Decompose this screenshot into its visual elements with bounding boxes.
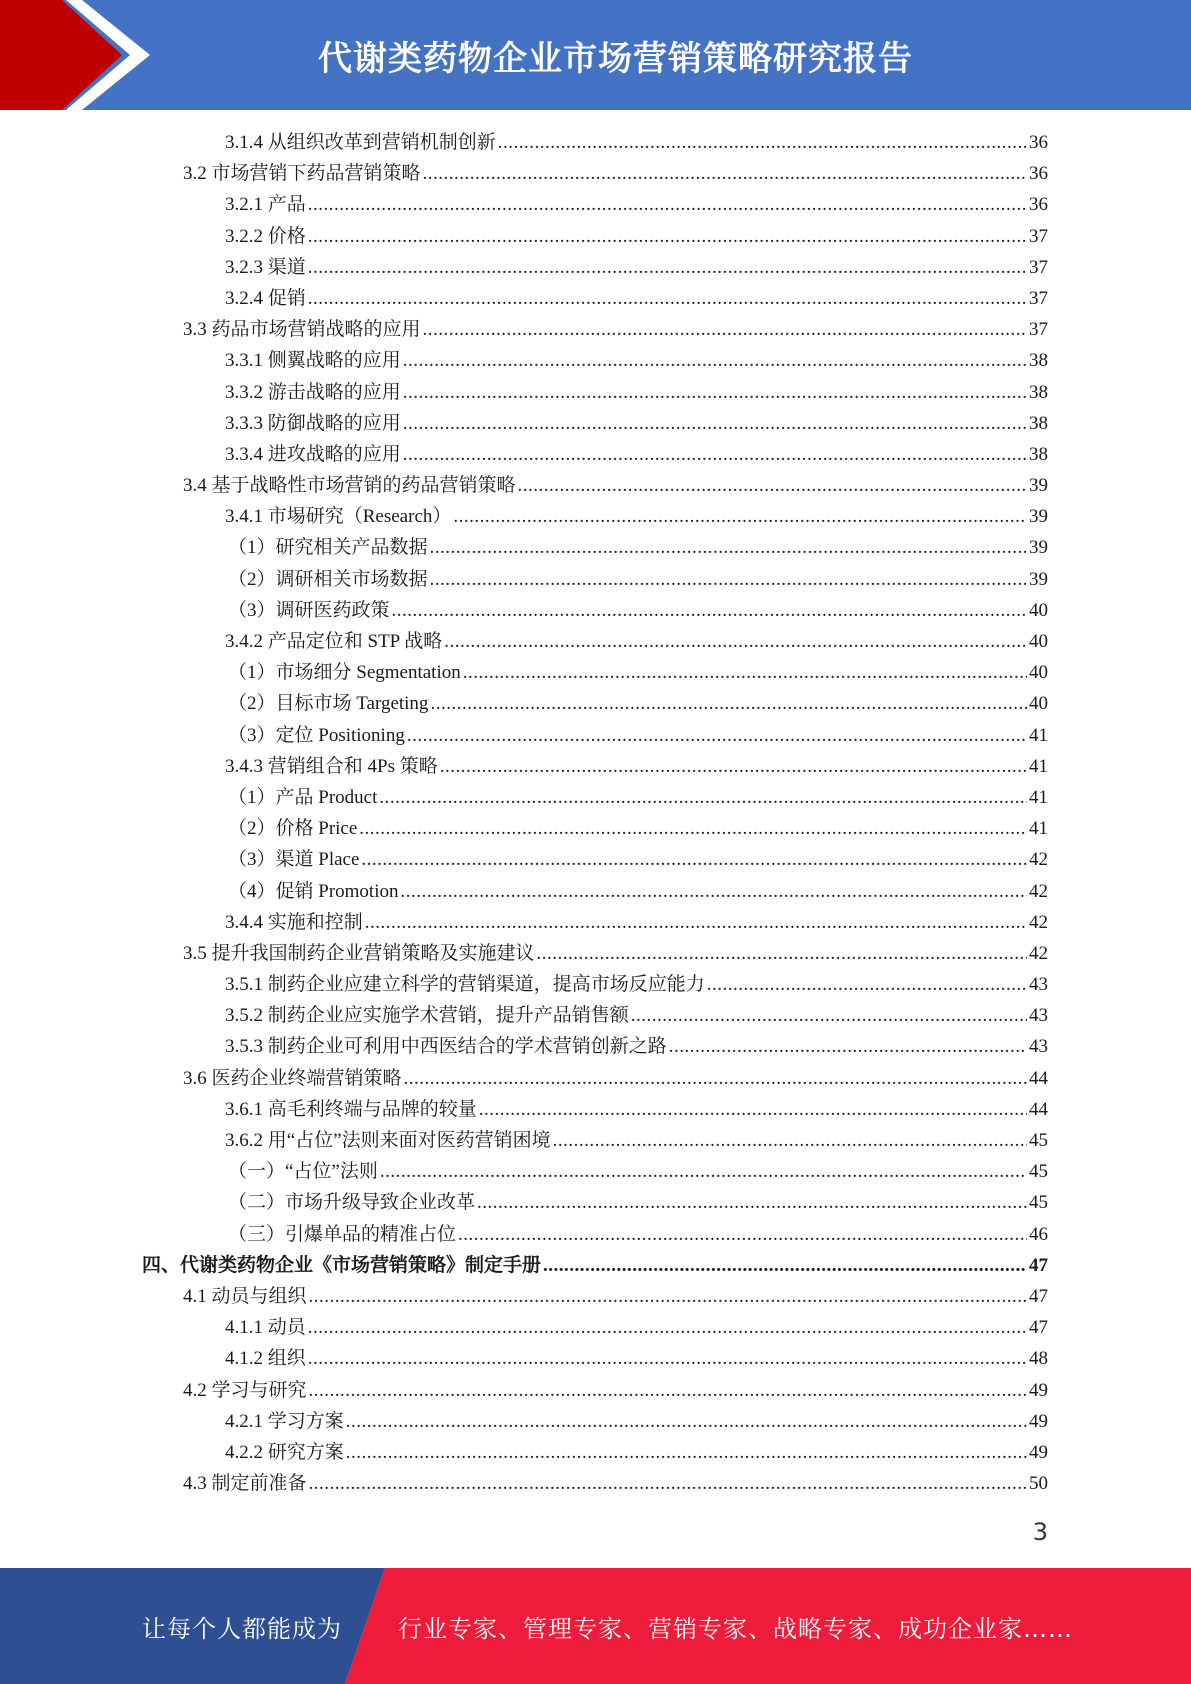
toc-entry-label: 3.4.2 产品定位和 STP 战略 (225, 631, 443, 652)
toc-entry-label: 3.1.4 从组织改革到营销机制创新 (225, 132, 496, 153)
toc-entry-label: 3.5.2 制药企业应实施学术营销，提升产品销售额 (225, 1005, 629, 1027)
toc-entry[interactable] (0, 813, 1191, 844)
toc-entry-page: 49 (1029, 1410, 1048, 1432)
toc-entry-page: 45 (1029, 1192, 1048, 1214)
toc-dot-leader (309, 1468, 1027, 1499)
toc-dot-leader (440, 751, 1027, 782)
toc-entry[interactable] (0, 1125, 1191, 1156)
toc-entry[interactable] (0, 252, 1191, 283)
toc-entry-label: 3.6.1 高毛利终端与品牌的较量 (225, 1098, 477, 1120)
toc-entry-label: （2）价格 Price (228, 818, 358, 840)
toc-entry-page: 36 (1029, 163, 1048, 185)
toc-entry-label: 3.6 医药企业终端营销策略 (183, 1067, 402, 1089)
toc-entry-page: 44 (1029, 1098, 1048, 1120)
toc-entry[interactable] (0, 189, 1191, 220)
toc-entry[interactable] (0, 127, 1191, 158)
page-number: 3 (1032, 1518, 1048, 1546)
toc-entry-label: 4.2.1 学习方案 (225, 1410, 344, 1432)
toc-entry-label: 3.4 基于战略性市场营销的药品营销策略 (183, 475, 516, 497)
toc-entry-label: （三）引爆单品的精准占位 (228, 1223, 457, 1245)
toc-entry-page: 44 (1029, 1067, 1048, 1089)
toc-entry-page: 37 (1029, 319, 1048, 341)
toc-dot-leader (430, 688, 1027, 719)
toc-entry-page: 41 (1029, 724, 1048, 746)
toc-entry-label: 3.2.4 促销 (225, 287, 306, 309)
toc-entry-label: 4.2 学习与研究 (183, 1379, 307, 1401)
toc-dot-leader (392, 595, 1027, 626)
toc-entry[interactable] (0, 1312, 1191, 1343)
toc-entry-page: 40 (1029, 599, 1048, 621)
toc-entry-page: 41 (1029, 755, 1048, 777)
toc-entry[interactable] (0, 1468, 1191, 1499)
toc-dot-leader (403, 439, 1027, 470)
toc-entry-page: 39 (1029, 537, 1048, 559)
toc-dot-leader (453, 501, 1027, 532)
toc-entry-label: （1）市场细分 Segmentation (228, 662, 461, 684)
toc-entry-page: 47 (1029, 1254, 1048, 1276)
toc-entry[interactable] (0, 501, 1191, 532)
toc-dot-leader (308, 1312, 1027, 1343)
toc-dot-leader (380, 1156, 1027, 1187)
toc-entry[interactable] (0, 938, 1191, 969)
toc-entry-label: （3）调研医药政策 (228, 599, 390, 621)
toc-entry[interactable] (0, 595, 1191, 626)
toc-entry-page: 36 (1029, 194, 1048, 216)
toc-entry-page: 40 (1029, 662, 1048, 684)
toc-entry[interactable] (0, 1156, 1191, 1187)
toc-entry-label: 4.2.2 研究方案 (225, 1441, 344, 1463)
toc-dot-leader (458, 1219, 1027, 1250)
toc-entry-label: 4.1 动员与组织 (183, 1285, 307, 1307)
toc-entry-page: 38 (1029, 350, 1048, 372)
toc-dot-leader (404, 1063, 1027, 1094)
toc-dot-leader (631, 1000, 1027, 1031)
toc-entry-page: 42 (1029, 911, 1048, 933)
toc-entry[interactable] (0, 688, 1191, 719)
toc-entry-label: （2）调研相关市场数据 (228, 568, 428, 590)
toc-entry-label: （2）目标市场 Targeting (228, 693, 429, 715)
toc-dot-leader (430, 564, 1027, 595)
toc-entry-label: （3）定位 Positioning (228, 724, 405, 746)
toc-entry-label: 3.3.4 进攻战略的应用 (225, 443, 401, 465)
footer-slogan-right: 行业专家、管理专家、营销专家、战略专家、成功企业家…… (398, 1614, 1073, 1643)
toc-entry-page: 50 (1029, 1473, 1048, 1495)
toc-entry[interactable] (0, 439, 1191, 470)
toc-entry-page: 42 (1029, 880, 1048, 902)
toc-entry-label: （1）研究相关产品数据 (228, 537, 428, 559)
toc-dot-leader (553, 1125, 1027, 1156)
toc-entry-page: 47 (1029, 1285, 1048, 1307)
toc-entry-label: 4.1.1 动员 (225, 1317, 306, 1339)
toc-entry-label: （3）渠道 Place (228, 849, 360, 871)
toc-entry[interactable] (0, 314, 1191, 345)
toc-dot-leader (309, 1281, 1027, 1312)
page-header (0, 0, 1191, 110)
toc-dot-leader (403, 408, 1027, 439)
toc-dot-leader (669, 1031, 1027, 1062)
toc-entry[interactable] (0, 782, 1191, 813)
toc-entry-page: 39 (1029, 475, 1048, 497)
toc-entry-label: 3.2.2 价格 (225, 225, 306, 247)
toc-entry-page: 48 (1029, 1348, 1048, 1370)
report-title: 代谢类药物企业市场营销策略研究报告 (318, 38, 913, 79)
toc-dot-leader (407, 720, 1027, 751)
toc-entry-label: （1）产品 Product (228, 786, 378, 808)
toc-entry[interactable] (0, 1219, 1191, 1250)
toc-entry[interactable] (0, 1250, 1191, 1281)
toc-entry-label: 3.3 药品市场营销战略的应用 (183, 319, 421, 341)
toc-dot-leader (403, 345, 1027, 376)
page-footer (0, 1568, 1191, 1684)
toc-entry-label: 3.3.1 侧翼战略的应用 (225, 350, 401, 372)
toc-entry-label: （二）市场升级导致企业改革 (228, 1192, 476, 1214)
toc-entry[interactable] (0, 158, 1191, 189)
toc-entry-page: 42 (1029, 942, 1048, 964)
toc-entry-page: 38 (1029, 381, 1048, 403)
toc-entry[interactable] (0, 1187, 1191, 1218)
toc-dot-leader (308, 283, 1027, 314)
toc-entry[interactable] (0, 907, 1191, 938)
toc-entry-page: 38 (1029, 412, 1048, 434)
toc-entry-page: 49 (1029, 1379, 1048, 1401)
toc-entry[interactable] (0, 657, 1191, 688)
toc-entry-page: 36 (1029, 132, 1048, 153)
toc-dot-leader (518, 470, 1027, 501)
toc-dot-leader (365, 907, 1027, 938)
toc-entry-page: 43 (1029, 1005, 1048, 1027)
toc-entry-page: 38 (1029, 443, 1048, 465)
toc-entry[interactable] (0, 1437, 1191, 1468)
toc-dot-leader (423, 158, 1027, 189)
toc-dot-leader (308, 221, 1027, 252)
toc-entry-label: 4.3 制定前准备 (183, 1473, 307, 1495)
toc-dot-leader (361, 844, 1027, 875)
toc-dot-leader (444, 626, 1027, 657)
toc-entry[interactable] (0, 844, 1191, 875)
toc-entry[interactable] (0, 408, 1191, 439)
toc-entry-page: 46 (1029, 1223, 1048, 1245)
toc-dot-leader (346, 1406, 1027, 1437)
toc-dot-leader (308, 252, 1027, 283)
toc-dot-leader (537, 938, 1027, 969)
toc-entry[interactable] (0, 876, 1191, 907)
toc-dot-leader (430, 532, 1027, 563)
toc-entry-page: 49 (1029, 1441, 1048, 1463)
toc-dot-leader (379, 782, 1027, 813)
toc-entry[interactable] (0, 283, 1191, 314)
toc-entry-label: 3.4.1 市埸研究（Research） (225, 506, 452, 528)
toc-entry[interactable] (0, 1063, 1191, 1094)
toc-entry-page: 43 (1029, 1036, 1048, 1058)
toc-entry-label: 3.5 提升我国制药企业营销策略及实施建议 (183, 942, 535, 964)
toc-entry-page: 47 (1029, 1317, 1048, 1339)
table-of-contents (0, 127, 1191, 1499)
toc-entry[interactable] (0, 626, 1191, 657)
toc-entry-label: 3.2 市场营销下药品营销策略 (183, 163, 421, 185)
toc-dot-leader (308, 189, 1027, 220)
footer-slogan-left: 让每个人都能成为 (142, 1614, 342, 1643)
toc-entry[interactable] (0, 532, 1191, 563)
toc-entry-label: （一）“占位”法则 (228, 1161, 378, 1183)
toc-entry-page: 37 (1029, 225, 1048, 247)
toc-entry-page: 41 (1029, 818, 1048, 840)
toc-entry[interactable] (0, 1406, 1191, 1437)
toc-dot-leader (477, 1187, 1027, 1218)
toc-entry-page: 45 (1029, 1161, 1048, 1183)
toc-entry[interactable] (0, 221, 1191, 252)
toc-entry-label: 3.3.3 防御战略的应用 (225, 412, 401, 434)
toc-entry-label: （4）促销 Promotion (228, 880, 399, 902)
toc-dot-leader (479, 1094, 1027, 1125)
toc-entry[interactable] (0, 1000, 1191, 1031)
toc-dot-leader (543, 1250, 1027, 1281)
toc-entry-label: 3.4.4 实施和控制 (225, 911, 363, 933)
toc-entry-page: 40 (1029, 693, 1048, 715)
toc-entry-label: 3.4.3 营销组合和 4Ps 策略 (225, 755, 438, 777)
toc-entry-label: 3.3.2 游击战略的应用 (225, 381, 401, 403)
toc-entry[interactable] (0, 969, 1191, 1000)
toc-entry-page: 39 (1029, 568, 1048, 590)
toc-entry[interactable] (0, 1031, 1191, 1062)
toc-entry-label: 四、代谢类药物企业《市场营销策略》制定手册 (142, 1254, 542, 1276)
toc-dot-leader (498, 127, 1027, 158)
toc-entry-label: 3.2.1 产品 (225, 194, 306, 216)
toc-entry-page: 39 (1029, 506, 1048, 528)
toc-dot-leader (423, 314, 1027, 345)
toc-entry-page: 37 (1029, 287, 1048, 309)
toc-entry-page: 42 (1029, 849, 1048, 871)
toc-dot-leader (403, 377, 1027, 408)
toc-entry-page: 45 (1029, 1130, 1048, 1151)
toc-dot-leader (463, 657, 1027, 688)
toc-entry-page: 40 (1029, 631, 1048, 652)
toc-entry[interactable] (0, 1375, 1191, 1406)
toc-entry[interactable] (0, 564, 1191, 595)
toc-dot-leader (309, 1375, 1027, 1406)
toc-entry-label: 3.2.3 渠道 (225, 256, 306, 278)
toc-entry[interactable] (0, 1343, 1191, 1374)
toc-entry[interactable] (0, 1281, 1191, 1312)
toc-dot-leader (707, 969, 1027, 1000)
toc-dot-leader (400, 876, 1027, 907)
toc-entry-page: 43 (1029, 974, 1048, 996)
toc-dot-leader (359, 813, 1027, 844)
toc-entry-label: 4.1.2 组织 (225, 1348, 306, 1370)
toc-dot-leader (308, 1343, 1027, 1374)
toc-entry[interactable] (0, 1094, 1191, 1125)
toc-entry-page: 41 (1029, 786, 1048, 808)
toc-entry-label: 3.5.3 制药企业可利用中西医结合的学术营销创新之路 (225, 1036, 667, 1058)
toc-entry[interactable] (0, 720, 1191, 751)
toc-entry[interactable] (0, 751, 1191, 782)
toc-entry[interactable] (0, 345, 1191, 376)
toc-entry-page: 37 (1029, 256, 1048, 278)
toc-entry-label: 3.6.2 用“占位”法则来面对医药营销困境 (225, 1130, 551, 1151)
toc-entry[interactable] (0, 470, 1191, 501)
toc-dot-leader (346, 1437, 1027, 1468)
toc-entry[interactable] (0, 377, 1191, 408)
toc-entry-label: 3.5.1 制药企业应建立科学的营销渠道，提高市场反应能力 (225, 974, 705, 996)
